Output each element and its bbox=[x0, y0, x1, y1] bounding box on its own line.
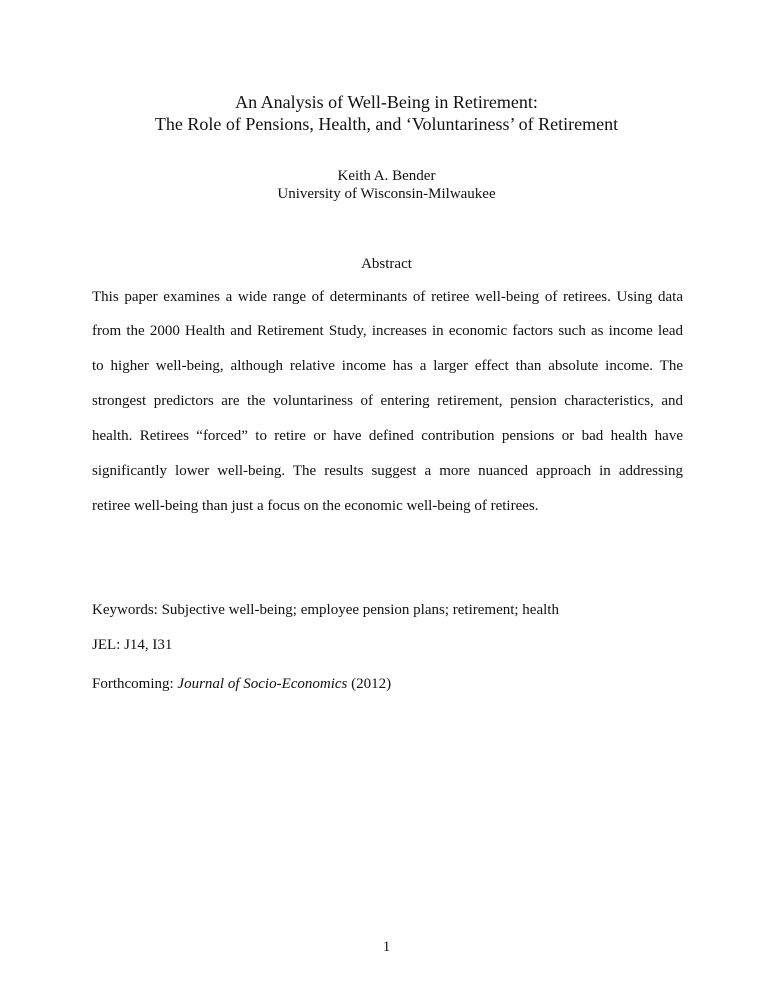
forthcoming-note bbox=[92, 675, 391, 693]
author-affiliation: University of Wisconsin-Milwaukee bbox=[277, 186, 496, 202]
abstract-heading: Abstract bbox=[361, 256, 412, 272]
page-number: 1 bbox=[382, 939, 391, 955]
paper-title-line-1: An Analysis of Well-Being in Retirement: bbox=[235, 92, 538, 112]
paper-title-line-2: The Role of Pensions, Health, and ‘Voluntariness’ of Retirement bbox=[154, 114, 619, 134]
forthcoming-year: (2012) bbox=[347, 676, 392, 692]
abstract-line: retiree well-being than just a focus on the economic well-being of retirees. bbox=[92, 498, 539, 514]
abstract-line: significantly lower well-being. The results suggest a more nuanced approach in addressing bbox=[92, 463, 683, 479]
abstract-line: health. Retirees “forced” to retire or have defined contribution pensions or bad health have bbox=[92, 428, 683, 444]
abstract-line: strongest predictors are the voluntariness of entering retirement, pension characteristics, and bbox=[92, 393, 683, 409]
abstract-line: from the 2000 Health and Retirement Study, increases in economic factors such as income lead bbox=[92, 323, 683, 339]
jel-codes: JEL: J14, I31 bbox=[92, 637, 173, 653]
abstract-line: This paper examines a wide range of determinants of retiree well-being of retirees. Using data bbox=[92, 289, 683, 305]
journal-name: Journal of Socio-Economics bbox=[177, 676, 348, 692]
abstract-line: to higher well-being, although relative income has a larger effect than absolute income. The bbox=[92, 358, 683, 374]
keywords: Keywords: Subjective well-being; employee pension plans; retirement; health bbox=[92, 602, 559, 618]
author-name: Keith A. Bender bbox=[337, 168, 436, 184]
forthcoming-prefix: Forthcoming: bbox=[92, 676, 178, 692]
